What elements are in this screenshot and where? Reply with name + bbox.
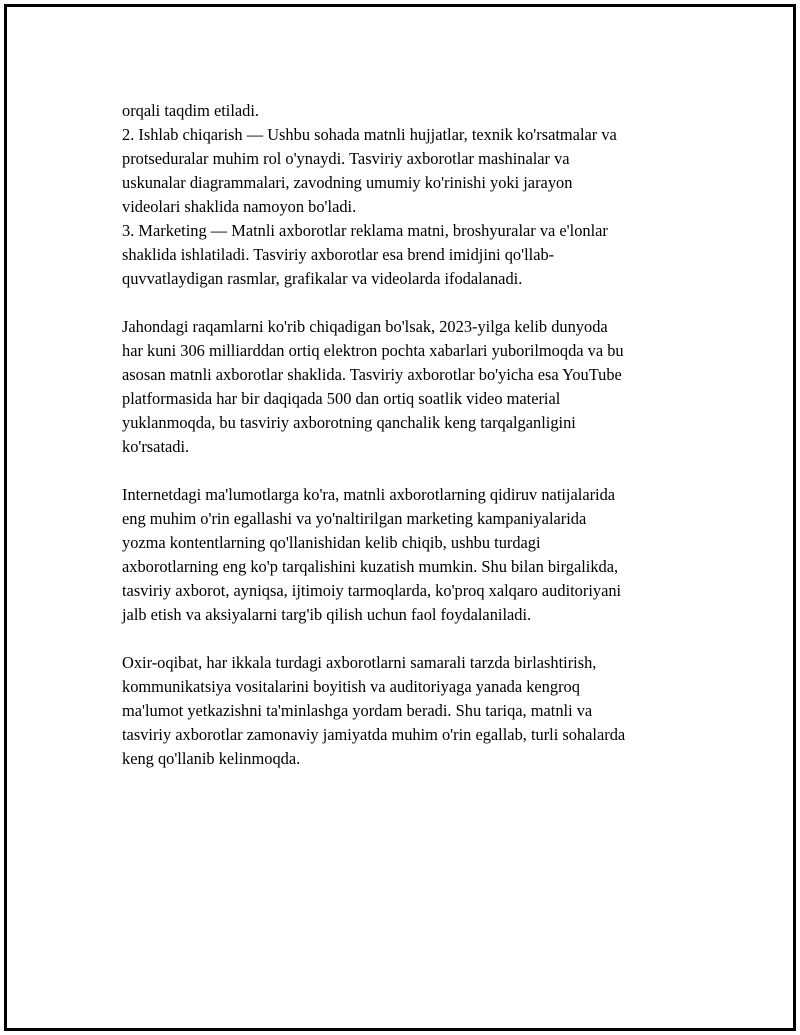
text-line: tasviriy axborot, ayniqsa, ijtimoiy tarmoqlarda, ko'proq xalqaro auditoriyani xyxy=(122,581,622,600)
text-line: shaklida ishlatiladi. Tasviriy axborotlar esa brend imidjini qo'llab- xyxy=(122,245,555,264)
paragraph-gap xyxy=(122,291,697,315)
text-line: Internetdagi ma'lumotlarga ko'ra, matnli axborotlarning qidiruv natijalarida xyxy=(122,485,616,504)
text-line: har kuni 306 milliarddan ortiq elektron pochta xabarlari yuborilmoqda va bu xyxy=(122,341,624,360)
text-line: 3. Marketing — Matnli axborotlar reklama matni, broshyuralar va e'lonlar xyxy=(122,221,608,240)
text-line: axborotlarning eng ko'p tarqalishini kuzatish mumkin. Shu bilan birgalikda, xyxy=(122,557,619,576)
text-line: Jahondagi raqamlarni ko'rib chiqadigan bo'lsak, 2023-yilga kelib dunyoda xyxy=(122,317,608,336)
page-frame xyxy=(4,4,796,1031)
text-line: yozma kontentlarning qo'llanishidan kelib chiqib, ushbu turdagi xyxy=(122,533,541,552)
paragraph-3 xyxy=(122,483,697,627)
text-line: jalb etish va aksiyalarni targ'ib qilish uchun faol foydalaniladi. xyxy=(122,605,532,624)
text-line: yuklanmoqda, bu tasviriy axborotning qanchalik keng tarqalganligini xyxy=(122,413,576,432)
text-line: tasviriy axborotlar zamonaviy jamiyatda muhim o'rin egallab, turli sohalarda xyxy=(122,725,626,744)
text-line: 2. Ishlab chiqarish — Ushbu sohada matnli hujjatlar, texnik ko'rsatmalar va xyxy=(122,125,617,144)
text-line: Oxir-oqibat, har ikkala turdagi axborotlarni samarali tarzda birlashtirish, xyxy=(122,653,597,672)
text-line: eng muhim o'rin egallashi va yo'naltirilgan marketing kampaniyalarida xyxy=(122,509,587,528)
paragraph-2 xyxy=(122,315,697,459)
paragraph-4 xyxy=(122,651,697,771)
paragraph-gap xyxy=(122,627,697,651)
text-line: platformasida har bir daqiqada 500 dan ortiq soatlik video material xyxy=(122,389,561,408)
document-body xyxy=(122,99,697,771)
text-line: protseduralar muhim rol o'ynaydi. Tasviriy axborotlar mashinalar va xyxy=(122,149,570,168)
paragraph-1 xyxy=(122,99,697,291)
paragraph-gap xyxy=(122,459,697,483)
text-line: keng qo'llanib kelinmoqda. xyxy=(122,749,301,768)
text-line: ma'lumot yetkazishni ta'minlashga yordam beradi. Shu tariqa, matnli va xyxy=(122,701,593,720)
text-line: uskunalar diagrammalari, zavodning umumiy ko'rinishi yoki jarayon xyxy=(122,173,573,192)
text-line: ko'rsatadi. xyxy=(122,437,190,456)
text-line: orqali taqdim etiladi. xyxy=(122,101,260,120)
text-line: asosan matnli axborotlar shaklida. Tasviriy axborotlar bo'yicha esa YouTube xyxy=(122,365,622,384)
text-line: quvvatlaydigan rasmlar, grafikalar va videolarda ifodalanadi. xyxy=(122,269,523,288)
text-line: kommunikatsiya vositalarini boyitish va auditoriyaga yanada kengroq xyxy=(122,677,580,696)
text-line: videolari shaklida namoyon bo'ladi. xyxy=(122,197,357,216)
